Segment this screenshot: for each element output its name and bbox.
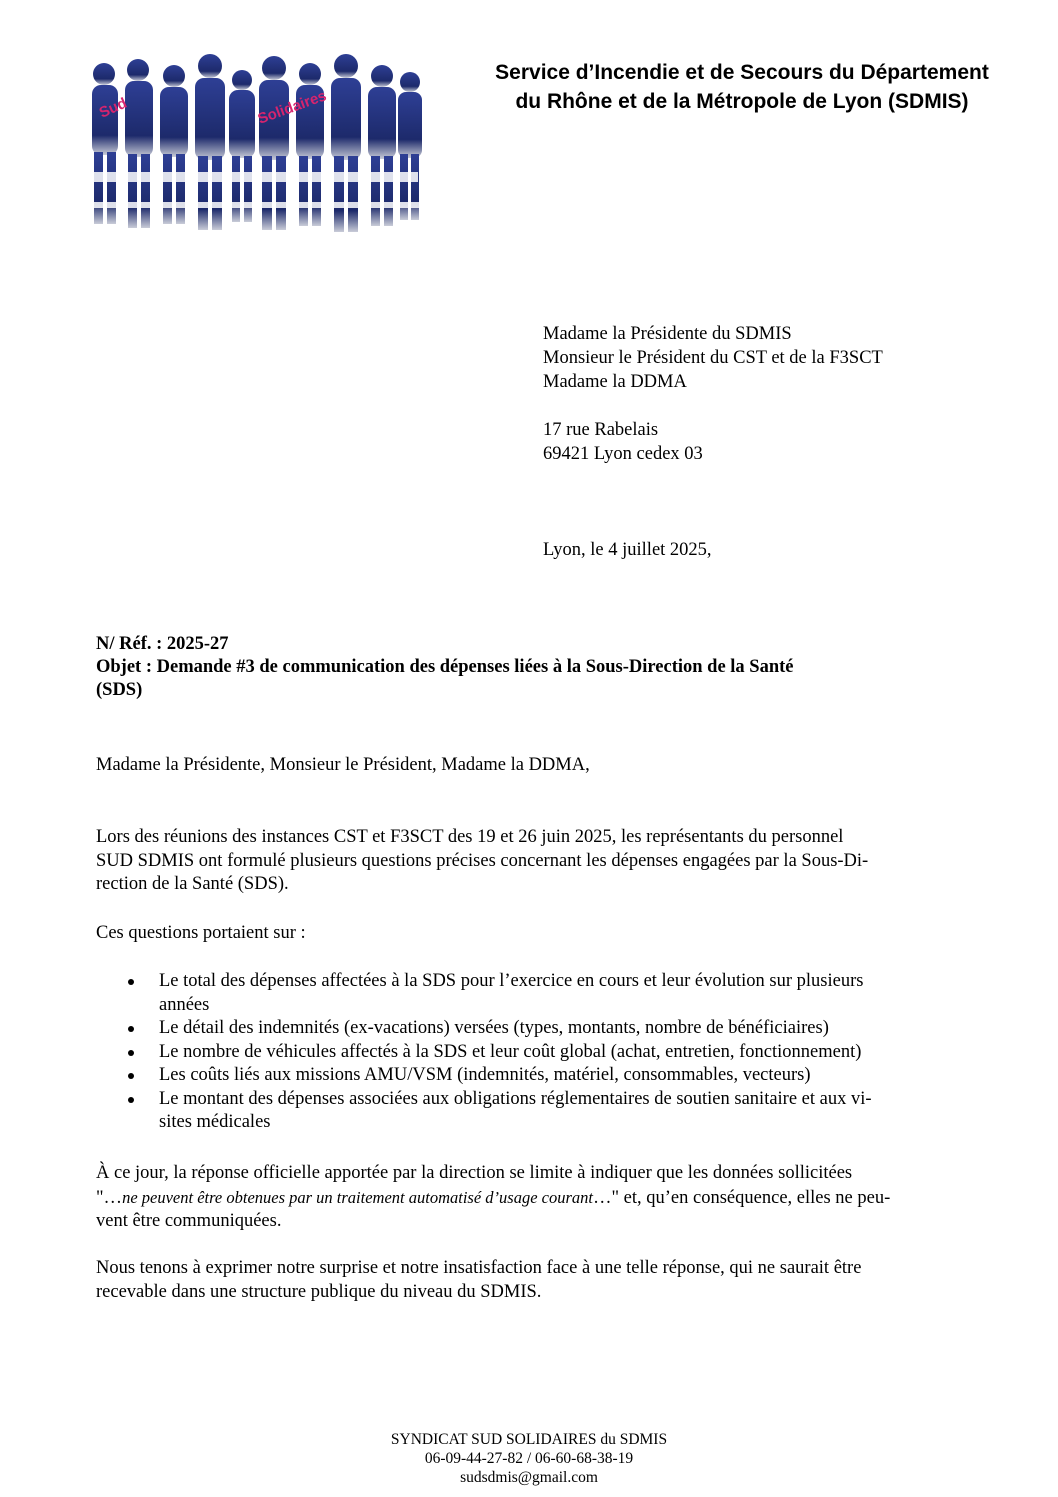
list-item-line: sites médicales bbox=[159, 1112, 271, 1132]
paragraph-questions-intro bbox=[96, 922, 954, 946]
organization-title-line: du Rhône et de la Métropole de Lyon (SDMIS) bbox=[515, 90, 969, 113]
paragraph-official-response bbox=[96, 1162, 954, 1234]
paragraph-line: recevable dans une structure publique du niveau du SDMIS. bbox=[96, 1281, 542, 1302]
paragraph-line: vent être communiquées. bbox=[96, 1211, 282, 1231]
list-item bbox=[96, 1017, 954, 1041]
paragraph-line: Nous tenons à exprimer notre surprise et notre insatisfaction face à une telle réponse, qui ne saurait être bbox=[96, 1258, 862, 1278]
bullet-icon bbox=[128, 979, 134, 985]
bullet-icon bbox=[128, 1026, 134, 1032]
paragraph-line: rection de la Santé (SDS). bbox=[96, 874, 289, 894]
salutation-text: Madame la Présidente, Monsieur le Président, Madame la DDMA, bbox=[96, 755, 590, 775]
list-item-line: Le total des dépenses affectées à la SDS pour l’exercice en cours et leur évolution sur plusieurs bbox=[159, 971, 864, 991]
footer-phones: 06-09-44-27-82 / 06-60-68-38-19 bbox=[424, 1450, 634, 1467]
list-item-line: Les coûts liés aux missions AMU/VSM (indemnités, matériel, consommables, vecteurs) bbox=[159, 1065, 811, 1085]
list-item-line: Le détail des indemnités (ex-vacations) versées (types, montants, nombre de bénéficiaires) bbox=[159, 1018, 829, 1038]
recipient-line: Madame la Présidente du SDMIS bbox=[543, 324, 792, 344]
questions-list bbox=[96, 970, 954, 1135]
paragraph-line: Ces questions portaient sur : bbox=[96, 923, 306, 943]
address-line: 17 rue Rabelais bbox=[543, 420, 659, 440]
paragraph-line: Lors des réunions des instances CST et F3SCT des 19 et 26 juin 2025, les représentants du personnel bbox=[96, 827, 844, 847]
paragraph-line bbox=[96, 1186, 954, 1211]
quote-open: "… bbox=[96, 1187, 123, 1208]
paragraph-text: et, qu’en conséquence, elles ne peu- bbox=[619, 1187, 891, 1208]
list-item bbox=[96, 970, 954, 1017]
bullet-icon bbox=[128, 1050, 134, 1056]
spacer bbox=[543, 394, 883, 418]
address-line: 69421 Lyon cedex 03 bbox=[543, 444, 703, 464]
reference-block bbox=[96, 633, 956, 702]
footer bbox=[0, 1430, 1058, 1487]
list-item-line: années bbox=[159, 994, 210, 1015]
footer-organization: SYNDICAT SUD SOLIDAIRES du SDMIS bbox=[390, 1431, 668, 1448]
list-item bbox=[96, 1064, 954, 1088]
object-line: Objet : Demande #3 de communication des dépenses liées à la Sous-Direction de la Santé bbox=[96, 657, 794, 677]
logo-banner-text: Sud bbox=[96, 94, 130, 122]
list-item bbox=[96, 1088, 954, 1135]
paragraph-line: SUD SDMIS ont formulé plusieurs questions précises concernant les dépenses engagées par la Sous-Di- bbox=[96, 850, 869, 871]
recipient-line: Madame la DDMA bbox=[543, 372, 687, 392]
footer-email: sudsdmis@gmail.com bbox=[460, 1469, 598, 1486]
bullet-icon bbox=[128, 1097, 134, 1103]
recipient-line: Monsieur le Président du CST et de la F3SCT bbox=[543, 348, 883, 368]
list-item-line: Le nombre de véhicules affectés à la SDS et leur coût global (achat, entretien, fonctionnement) bbox=[159, 1041, 862, 1062]
bullet-icon bbox=[128, 1073, 134, 1079]
organization-title bbox=[470, 58, 1014, 116]
crowd-silhouette-logo bbox=[64, 52, 428, 242]
salutation bbox=[96, 754, 954, 778]
paragraph-dissatisfaction bbox=[96, 1257, 954, 1304]
logo-banner-text: Solidaires bbox=[255, 87, 329, 128]
paragraph-meetings bbox=[96, 826, 954, 897]
recipient-block bbox=[543, 322, 883, 466]
reference-number: N/ Réf. : 2025-27 bbox=[96, 634, 229, 654]
quote-close: …" bbox=[592, 1187, 620, 1208]
list-item-line: Le montant des dépenses associées aux obligations réglementaires de soutien sanitaire et aux vi- bbox=[159, 1088, 872, 1109]
paragraph-line: À ce jour, la réponse officielle apportée par la direction se limite à indiquer que les données sollicitées bbox=[96, 1163, 853, 1183]
object-line: (SDS) bbox=[96, 680, 143, 700]
quoted-response: ne peuvent être obtenues par un traitement automatisé d’usage courant bbox=[122, 1187, 593, 1207]
organization-title-line: Service d’Incendie et de Secours du Département bbox=[495, 61, 989, 84]
letter-date: Lyon, le 4 juillet 2025, bbox=[543, 540, 712, 560]
list-item bbox=[96, 1041, 954, 1065]
